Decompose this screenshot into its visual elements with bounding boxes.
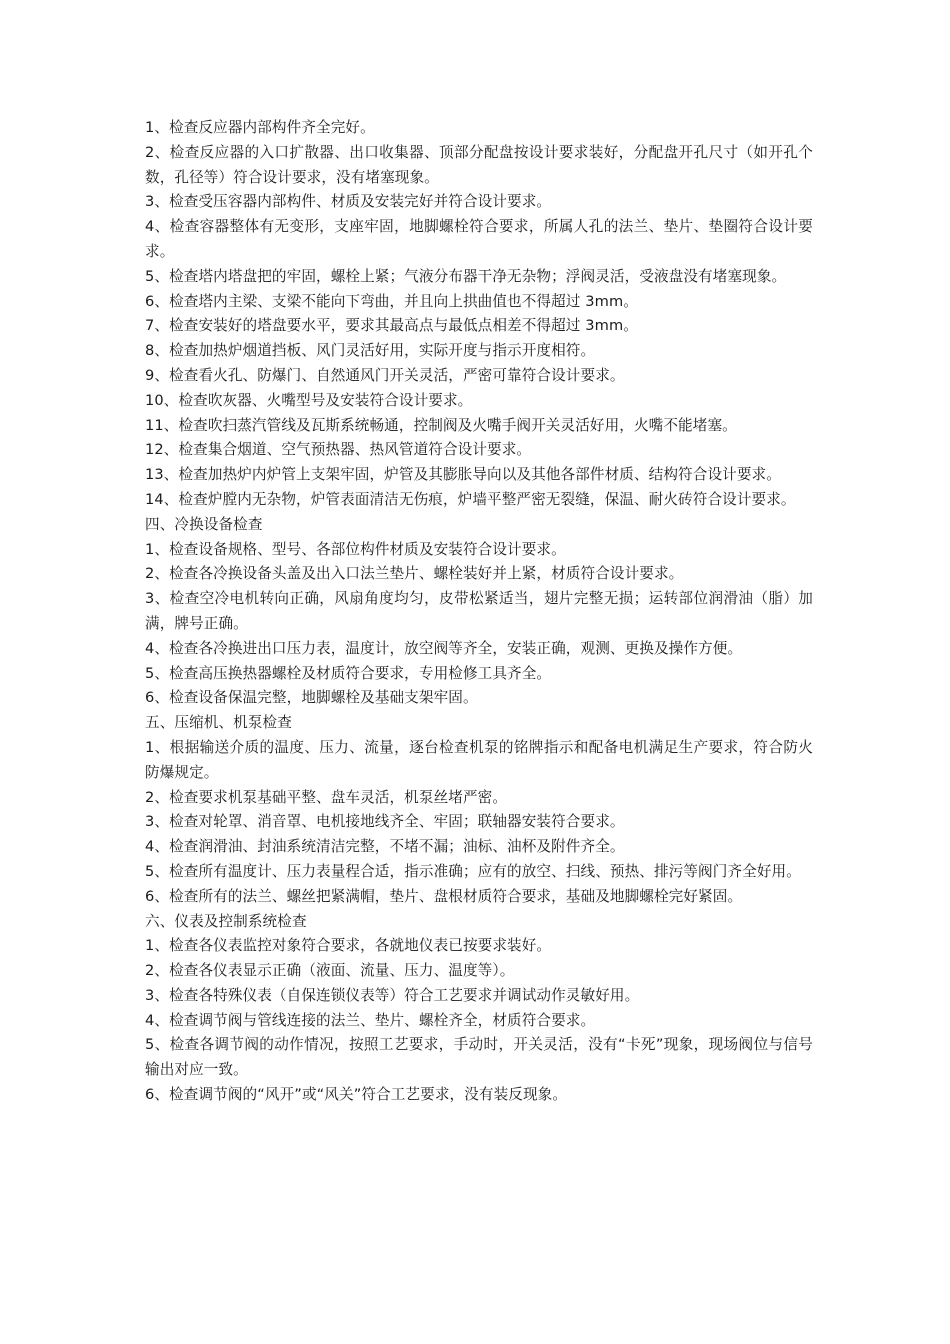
- section-heading: 四、冷换设备检查: [145, 515, 263, 533]
- list-item: 3、检查受压容器内部构件、材质及安装完好并符合设计要求。: [145, 193, 552, 211]
- list-item: 2、检查反应器的入口扩散器、出口收集器、顶部分配盘按设计要求装好，分配盘开孔尺寸（如开孔个数，孔径等）符合设计要求，没有堵塞现象。: [145, 143, 813, 186]
- document-body: [145, 116, 813, 1108]
- list-item: 5、检查所有温度计、压力表量程合适，指示准确；应有的放空、扫线、预热、排污等阀门齐全好用。: [145, 862, 801, 880]
- list-item: 5、检查高压换热器螺栓及材质符合要求，专用检修工具齐全。: [145, 664, 552, 682]
- list-item: 2、检查要求机泵基础平整、盘车灵活，机泵丝堵严密。: [145, 788, 508, 806]
- list-item: 12、检查集合烟道、空气预热器、热风管道符合设计要求。: [145, 441, 532, 459]
- list-item: 9、检查看火孔、防爆门、自然通风门开关灵活，严密可靠符合设计要求。: [145, 366, 625, 384]
- list-item: 4、检查容器整体有无变形，支座牢固，地脚螺栓符合要求，所属人孔的法兰、垫片、垫圈符合设计要求。: [145, 218, 813, 260]
- list-item: 4、检查润滑油、封油系统清洁完整，不堵不漏；油标、油杯及附件齐全。: [145, 838, 625, 856]
- section-heading: 五、压缩机、机泵检查: [145, 714, 292, 732]
- list-item: 6、检查塔内主梁、支梁不能向下弯曲，并且向上拱曲值也不得超过 3mm。: [145, 292, 638, 310]
- list-item: 1、检查各仪表监控对象符合要求，各就地仪表已按要求装好。: [145, 937, 552, 955]
- list-item: 1、检查反应器内部构件齐全完好。: [145, 119, 375, 136]
- list-item: 1、检查设备规格、型号、各部位构件材质及安装符合设计要求。: [145, 540, 566, 558]
- list-item: 7、检查安装好的塔盘要水平，要求其最高点与最低点相差不得超过 3mm。: [145, 317, 638, 335]
- list-item: 6、检查调节阀的“风开”或“风关”符合工艺要求，没有装反现象。: [145, 1086, 568, 1104]
- list-item: 1、根据输送介质的温度、压力、流量，逐台检查机泵的铭牌指示和配备电机满足生产要求，符合防火防爆规定。: [145, 738, 813, 781]
- list-item: 10、检查吹灰器、火嘴型号及安装符合设计要求。: [145, 391, 473, 409]
- list-item: 6、检查设备保温完整，地脚螺栓及基础支架牢固。: [145, 689, 478, 707]
- list-item: 4、检查调节阀与管线连接的法兰、垫片、螺栓齐全，材质符合要求。: [145, 1011, 596, 1029]
- list-item: 3、检查各特殊仪表（自保连锁仪表等）符合工艺要求并调试动作灵敏好用。: [145, 986, 640, 1004]
- list-item: 8、检查加热炉烟道挡板、风门灵活好用，实际开度与指示开度相符。: [145, 342, 596, 360]
- list-item: 3、检查空冷电机转向正确，风扇角度均匀，皮带松紧适当，翅片完整无损；运转部位润滑油（脂）加满，牌号正确。: [145, 590, 813, 632]
- list-item: 3、检查对轮罩、消音罩、电机接地线齐全、牢固；联轴器安装符合要求。: [145, 813, 625, 831]
- list-item: 5、检查各调节阀的动作情况，按照工艺要求，手动时，开关灵活，没有“卡死”现象，现场阀位与信号输出对应一致。: [145, 1036, 813, 1079]
- section-heading: 六、仪表及控制系统检查: [145, 912, 307, 930]
- list-item: 14、检查炉膛内无杂物，炉管表面清洁无伤痕，炉墙平整严密无裂缝，保温、耐火砖符合设计要求。: [145, 490, 796, 508]
- list-item: 4、检查各冷换进出口压力表，温度计，放空阀等齐全，安装正确，观测、更换及操作方便。: [145, 639, 743, 657]
- list-item: 6、检查所有的法兰、螺丝把紧满帽，垫片、盘根材质符合要求，基础及地脚螺栓完好紧固。: [145, 887, 743, 905]
- list-item: 13、检查加热炉内炉管上支架牢固，炉管及其膨胀导向以及其他各部件材质、结构符合设计要求。: [145, 466, 781, 484]
- list-item: 5、检查塔内塔盘把的牢固，螺栓上紧；气液分布器干净无杂物；浮阀灵活，受液盘没有堵塞现象。: [145, 267, 787, 285]
- list-item: 2、检查各冷换设备头盖及出入口法兰垫片、螺栓装好并上紧，材质符合设计要求。: [145, 565, 684, 583]
- list-item: 2、检查各仪表显示正确（液面、流量、压力、温度等）。: [145, 962, 515, 980]
- list-item: 11、检查吹扫蒸汽管线及瓦斯系统畅通，控制阀及火嘴手阀开关灵活好用，火嘴不能堵塞。: [145, 416, 737, 434]
